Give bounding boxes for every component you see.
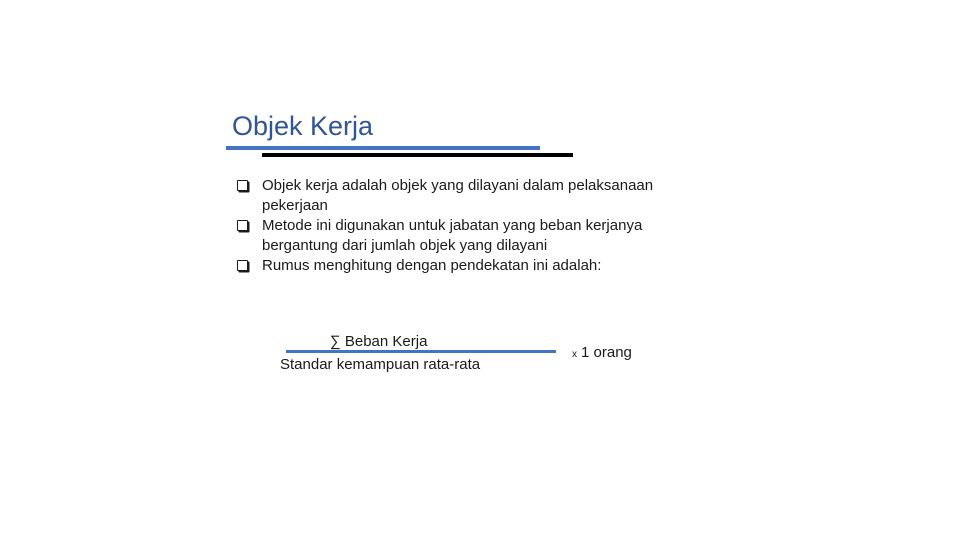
bullet-text: Metode ini digunakan untuk jabatan yang beban kerjanya bergantung dari jumlah objek yang dilayani bbox=[262, 217, 643, 254]
bullet-text: Objek kerja adalah objek yang dilayani dalam pelaksanaan pekerjaan bbox=[262, 177, 654, 214]
bullet-text: Rumus menghitung dengan pendekatan ini adalah: bbox=[262, 257, 602, 274]
checkbox-icon bbox=[237, 260, 248, 271]
bullet-item bbox=[236, 216, 706, 256]
checkbox-icon bbox=[237, 180, 248, 191]
times-symbol: x bbox=[572, 349, 577, 360]
fraction-bar bbox=[286, 350, 556, 353]
multiplier-value: 1 orang bbox=[581, 344, 632, 361]
formula bbox=[280, 332, 660, 382]
title-underline-black bbox=[262, 153, 573, 157]
bullet-item bbox=[236, 176, 706, 216]
formula-denominator: Standar kemampuan rata-rata bbox=[280, 356, 481, 373]
slide-title: Objek Kerja bbox=[232, 111, 374, 141]
formula-multiplier bbox=[572, 343, 632, 365]
bullet-item bbox=[236, 256, 706, 276]
bullet-list bbox=[236, 176, 706, 276]
formula-numerator: ∑ Beban Kerja bbox=[330, 333, 428, 350]
title-underline-blue bbox=[226, 146, 540, 150]
checkbox-icon bbox=[237, 220, 248, 231]
